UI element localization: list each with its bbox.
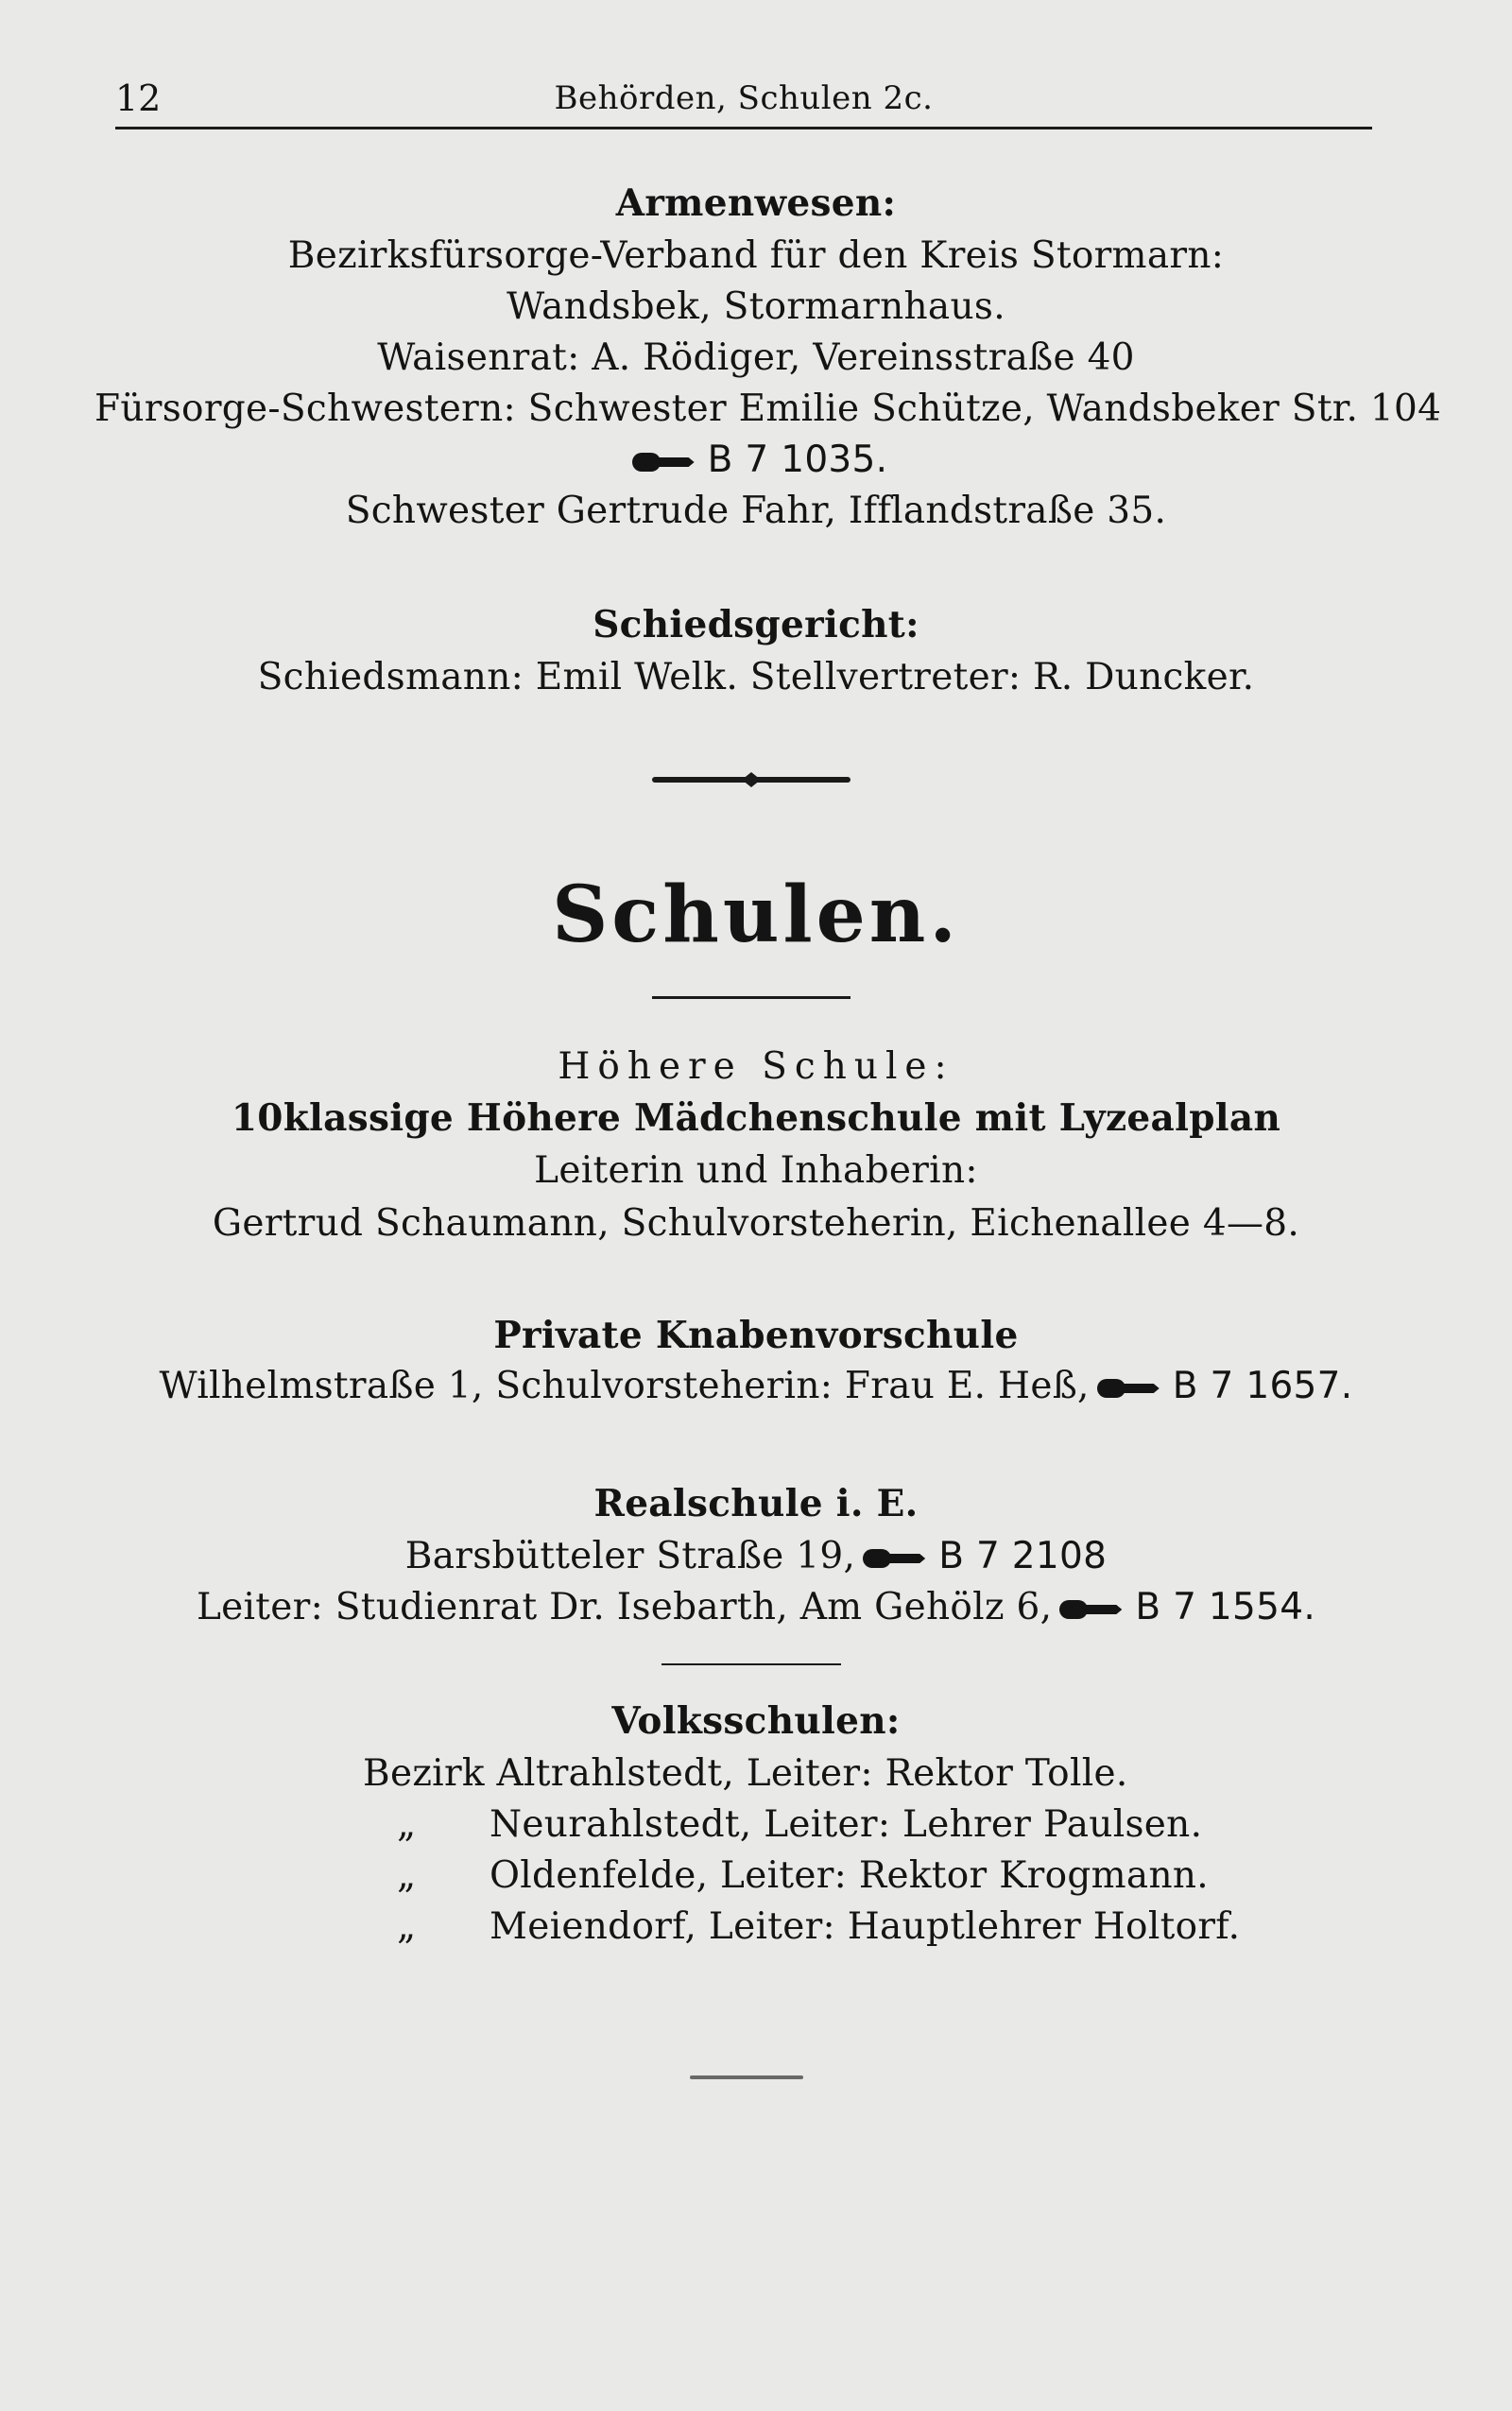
volksschulen-heading: Volksschulen: [611,1699,901,1743]
ditto-mark: „ [397,1854,417,1897]
knabenvorschule-phone: B 7 1657. [1172,1365,1353,1407]
section-ornament [652,777,850,783]
knabenvorschule-heading: Private Knabenvorschule [493,1314,1019,1357]
realschule-phone: B 7 2108 [938,1535,1108,1577]
realschule-leiter-phone: B 7 1554. [1135,1586,1316,1628]
telephone-hand-icon [632,451,695,474]
ditto-mark: „ [397,1803,417,1846]
schwester-fahr-line: Schwester Gertrude Fahr, Ifflandstraße 35. [345,490,1167,532]
phone-line-1 [94,439,1418,481]
page-header [115,70,1372,129]
realschule-address: Barsbütteler Straße 19, [404,1535,856,1577]
waisenrat-line: Waisenrat: A. Rödiger, Vereinsstraße 40 [377,336,1135,379]
schiedsgericht-heading: Schiedsgericht: [593,603,919,646]
volksschule-altrahlstedt: Bezirk Altrahlstedt, Leiter: Rektor Tolle. [363,1752,1128,1795]
realschule-leiter: Leiter: Studienrat Dr. Isebarth, Am Gehölz 6, [196,1586,1053,1628]
leiterin-line: Gertrud Schaumann, Schulvorsteherin, Eichenallee 4—8. [212,1202,1300,1245]
schulen-heading: Schulen. [552,870,960,960]
show-through-smudge [690,2075,803,2079]
divider-rule [652,996,850,999]
divider-rule-small [662,1663,841,1665]
maedchenschule-name: 10klassige Höhere Mädchenschule mit Lyzealplan [231,1096,1281,1140]
telephone-hand-icon [1059,1598,1122,1621]
schiedsmann-line: Schiedsmann: Emil Welk. Stellvertreter: R. Duncker. [257,656,1255,698]
knabenvorschule-line [94,1365,1418,1407]
verband-line: Bezirksfürsorge-Verband für den Kreis Stormarn: [287,234,1225,277]
realschule-leiter-line [94,1586,1418,1628]
phone-number-1: B 7 1035. [707,439,888,481]
volksschule-oldenfelde: Oldenfelde, Leiter: Rektor Krogmann. [490,1854,1209,1897]
knabenvorschule-text: Wilhelmstraße 1, Schulvorsteherin: Frau E. Heß, [159,1365,1090,1407]
telephone-hand-icon [863,1547,925,1570]
running-head: Behörden, Schulen 2c. [554,79,934,117]
verband-location: Wandsbek, Stormarnhaus. [507,285,1005,328]
leiterin-label: Leiterin und Inhaberin: [534,1149,978,1192]
volksschule-meiendorf: Meiendorf, Leiter: Hauptlehrer Holtorf. [490,1905,1241,1948]
realschule-heading: Realschule i. E. [593,1482,919,1525]
realschule-address-line [94,1535,1418,1577]
page-number: 12 [115,77,162,119]
telephone-hand-icon [1097,1377,1160,1400]
ditto-mark: „ [397,1905,417,1948]
armenwesen-heading: Armenwesen: [615,181,897,225]
volksschule-neurahlstedt: Neurahlstedt, Leiter: Lehrer Paulsen. [490,1803,1203,1846]
hoehere-schule-label: Höhere Schule: [558,1045,954,1088]
fuersorge-schwestern-line: Fürsorge-Schwestern: Schwester Emilie Schütze, Wandsbeker Str. 104 [94,387,1442,430]
